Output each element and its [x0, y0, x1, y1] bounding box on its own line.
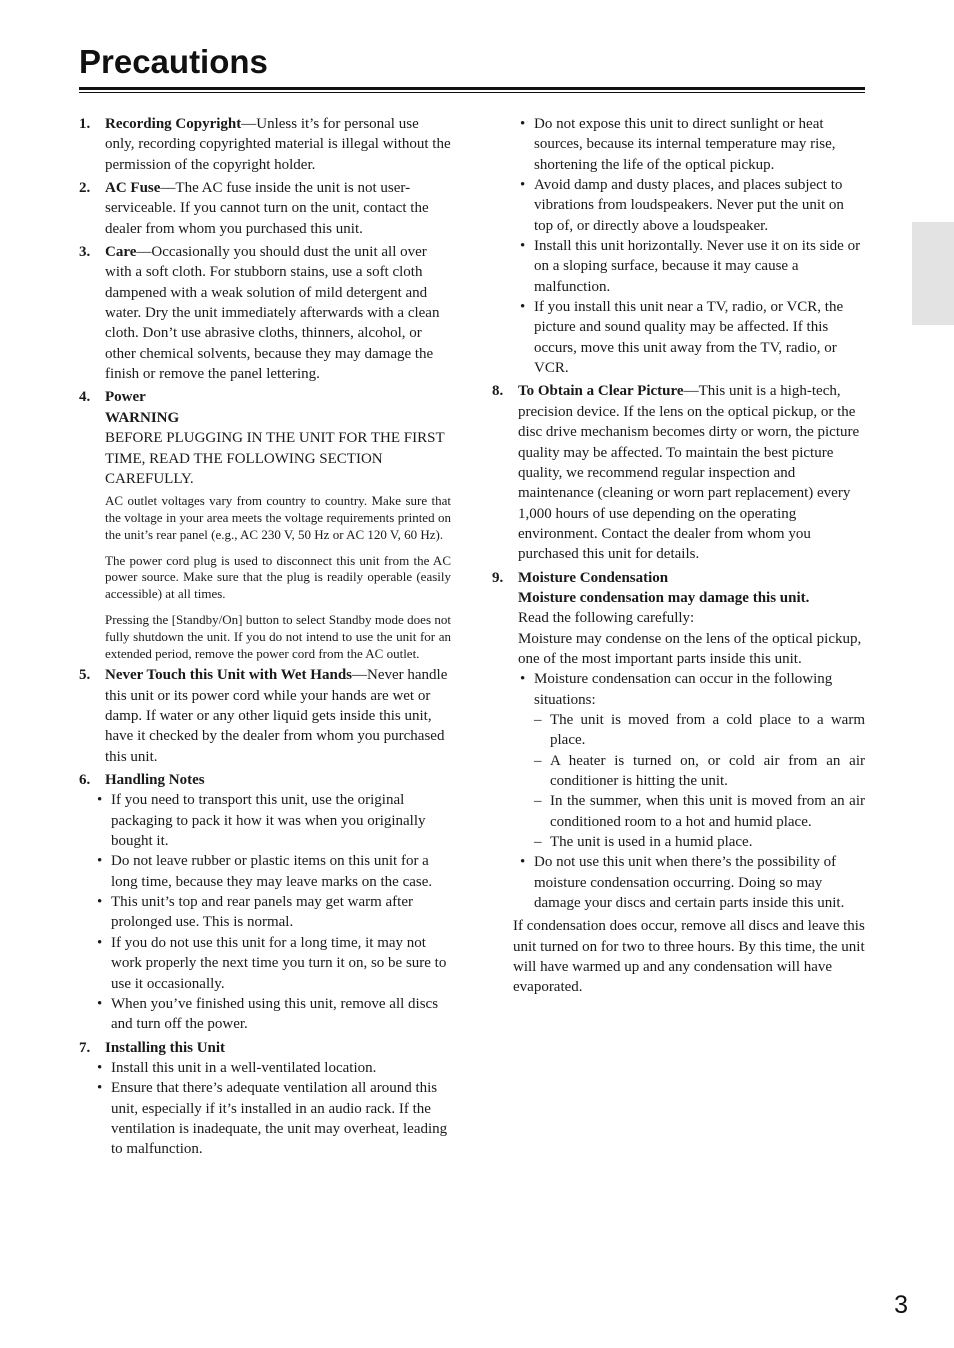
item-text: —Unless it’s for personal use only, recording copyrighted material is illegal without the permission of the copyright holder. [105, 116, 451, 173]
item-heading: To Obtain a Clear Picture [518, 383, 684, 400]
power-paragraph-standby: Pressing the [Standby/On] button to select Standby mode does not fully shutdown the unit. If you do not intend to use the unit for an extended period, remove the power cord from the AC outlet. [105, 611, 451, 661]
moisture-intro: Moisture may condense on the lens of the optical pickup, one of the most important parts inside this unit. [518, 630, 862, 667]
item-heading: Moisture Condensation [518, 569, 669, 586]
handling-bullet-list [95, 790, 451, 1034]
situation-dash-list [534, 710, 865, 852]
list-item: • If you do not use this unit for a long time, it may not work properly the next time you turn it on, so be sure to use it occasionally. [95, 933, 451, 994]
item-heading: Handling Notes [105, 772, 205, 789]
moisture-bullet-list [518, 669, 865, 913]
item-heading: Recording Copyright [105, 116, 242, 132]
warning-caps-text: BEFORE PLUGGING IN THE UNIT FOR THE FIRST TIME, READ THE FOLLOWING SECTION CAREFULLY. [105, 430, 445, 487]
item-text: —Occasionally you should dust the unit all over with a soft cloth. For stubborn stains, use a soft cloth dampened with a weak solution of mild detergent and water. Dry the unit immediately afterwards with a clean cloth. Don’t use abrasive cloths, thinners, alcohol, or other chemical solvents, because they may damage the finish or remove the panel lettering. [105, 244, 440, 383]
item-power: 4. Power WARNING BEFORE PLUGGING IN THE UNIT FOR THE FIRST TIME, READ THE FOLLOWING SECTION CAREFULLY. AC outlet voltages vary from country to country. Make sure that the voltage in your area meets the voltage requirements printed on the unit’s rear panel (e.g., AC 230 V, 50 Hz or AC 120 V, 60 Hz). The power cord plug is used to disconnect this unit from the AC power source. Make sure that the plug is readily operable (easily accessible) at all times. Pressing the [Standby/On] button to select Standby mode does not fully shutdown the unit. If you do not intend to use the unit for an extended period, remove the power cord from the AC outlet. [79, 389, 451, 661]
list-item: • When you’ve finished using this unit, remove all discs and turn off the power. [95, 994, 451, 1035]
installing-bullets-continued [492, 114, 865, 378]
item-ac-fuse: 2. AC Fuse—The AC fuse inside the unit is not user-serviceable. If you cannot turn on the unit, contact the dealer from whom you purchased this unit. [79, 180, 429, 237]
list-item: – The unit is used in a humid place. [534, 832, 865, 852]
title-rule-thin [79, 92, 865, 93]
list-item: • Do not expose this unit to direct sunlight or heat sources, because its internal temperature may rise, shortening the life of the optical pickup. [518, 114, 865, 175]
moisture-read-line: Read the following carefully: [518, 610, 695, 627]
list-item: – The unit is moved from a cold place to a warm place. [534, 710, 865, 751]
warning-label: WARNING [105, 409, 180, 426]
power-paragraph-plug: The power cord plug is used to disconnect this unit from the AC power source. Make sure that the plug is readily operable (easily accessible) at all times. [105, 552, 451, 602]
condensation-closing-paragraph: If condensation does occur, remove all discs and leave this unit turned on for two to three hours. By this time, the unit will have warmed up and any condensation will have evaporated. [513, 918, 865, 996]
installing-bullet-list [95, 1058, 451, 1160]
list-item: • If you install this unit near a TV, radio, or VCR, the picture and sound quality may be affected. If this occurs, move this unit away from the TV, radio, or VCR. [518, 297, 865, 378]
list-item: • Install this unit in a well-ventilated location. [95, 1058, 451, 1078]
item-recording-copyright: 1. Recording Copyright—Unless it’s for personal use only, recording copyrighted material is illegal without the permission of the copyright holder. [79, 116, 451, 173]
page-title: Precautions [79, 43, 268, 80]
item-heading: Installing this Unit [105, 1039, 226, 1056]
item-clear-picture: 8. To Obtain a Clear Picture—This unit is a high-tech, precision device. If the lens on the optical pickup, or the disc drive mechanism becomes dirty or worn, the picture quality may be affected. To maintain the best picture quality, we recommend regular inspection and maintenance (cleaning or worn part replacement) every 1,000 hours of use depending on the operating environment. Contact the dealer from whom you purchased this unit for details. [492, 383, 860, 563]
item-text: —This unit is a high-tech, precision device. If the lens on the optical pickup, or the disc drive mechanism becomes dirty or worn, the picture quality may be affected. To maintain the best picture quality, we recommend regular inspection and maintenance (cleaning or worn part replacement) every 1,000 hours of use depending on the operating environment. Contact the dealer from whom you purchased this unit for details. [518, 383, 860, 563]
item-heading: Never Touch this Unit with Wet Hands [105, 667, 352, 684]
list-item: • Do not use this unit when there’s the possibility of moisture condensation occurring. Doing so may damage your discs and certain parts inside this unit. [518, 852, 865, 913]
item-text: —Never handle this unit or its power cord while your hands are wet or damp. If water or any other liquid gets inside this unit, have it checked by the dealer from whom you purchased this unit. [105, 667, 448, 765]
item-heading: Care [105, 244, 137, 261]
section-side-tab [912, 222, 954, 325]
item-handling-notes: 6. Handling Notes • If you need to transport this unit, use the original packaging to pack it how it was when you originally bought it. • Do not leave rubber or plastic items on this unit for a long time, because they may leave marks on the case. • This unit’s top and rear panels may get warm after prolonged use. This is normal. • If you do not use this unit for a long time, it may not work properly the next time you turn it on, so be sure to use it occasionally. • When you’ve finished using this unit, remove all discs and turn off the power. [79, 770, 451, 1034]
left-column [79, 114, 451, 1163]
list-item: • Install this unit horizontally. Never use it on its side or on a sloping surface, because it may cause a malfunction. [518, 236, 865, 297]
item-care: 3. Care—Occasionally you should dust the unit all over with a soft cloth. For stubborn stains, use a soft cloth dampened with a weak solution of mild detergent and water. Dry the unit immediately afterwards with a clean cloth. Don’t use abrasive cloths, thinners, alcohol, or other chemical solvents, because they may damage the finish or remove the panel lettering. [79, 244, 440, 383]
right-column [492, 114, 865, 998]
list-item: • Ensure that there’s adequate ventilation all around this unit, especially if it’s installed in an audio rack. If the ventilation is inadequate, the unit may overheat, leading to malfunction. [95, 1078, 451, 1159]
list-item: • Do not leave rubber or plastic items on this unit for a long time, because they may leave marks on the case. [95, 851, 451, 892]
title-rule-thick [79, 87, 865, 90]
item-heading: Power [105, 389, 146, 406]
list-item: – In the summer, when this unit is moved from an air conditioned room to a hot and humid place. [534, 791, 865, 832]
item-moisture-condensation: 9. Moisture Condensation Moisture condensation may damage this unit. Read the following carefully: Moisture may condense on the lens of the optical pickup, one of the most important parts inside this unit. • Moisture condensation can occur in the following situations: – The unit is moved from a cold place to a warm place. – A heater is turned on, or cold air from an air conditioner is hitting the unit. – In the summer, when this unit is moved from an air conditioned room to a hot and humid place. – The unit is used in a humid place. • Do not use this unit when there’s the possibility of moisture condensation occurring. Doing so may damage your discs and certain parts inside this unit. [492, 568, 865, 914]
list-item: – A heater is turned on, or cold air from an air conditioner is hitting the unit. [534, 751, 865, 792]
item-heading: AC Fuse [105, 180, 161, 197]
list-item: • This unit’s top and rear panels may get warm after prolonged use. This is normal. [95, 892, 451, 933]
moisture-subheading: Moisture condensation may damage this unit. [518, 589, 810, 606]
item-wet-hands: 5. Never Touch this Unit with Wet Hands—Never handle this unit or its power cord while your hands are wet or damp. If water or any other liquid gets inside this unit, have it checked by the dealer from whom you purchased this unit. [79, 667, 448, 765]
item-installing: 7. Installing this Unit • Install this unit in a well-ventilated location. • Ensure that there’s adequate ventilation all around this unit, especially if it’s installed in an audio rack. If the ventilation is inadequate, the unit may overheat, leading to malfunction. [79, 1038, 451, 1160]
list-item: • If you need to transport this unit, use the original packaging to pack it how it was when you originally bought it. [95, 790, 451, 851]
power-paragraph-voltage: AC outlet voltages vary from country to country. Make sure that the voltage in your area meets the voltage requirements printed on the unit’s rear panel (e.g., AC 230 V, 50 Hz or AC 120 V, 60 Hz). [105, 493, 451, 542]
list-item: • Avoid damp and dusty places, and places subject to vibrations from loudspeakers. Never put the unit on top of, or directly above a loudspeaker. [518, 175, 865, 236]
list-item: Moisture condensation can occur in the following situations: [534, 671, 833, 708]
item-text: —The AC fuse inside the unit is not user-serviceable. If you cannot turn on the unit, contact the dealer from whom you purchased this unit. [105, 180, 429, 237]
page-number: 3 [894, 1291, 908, 1319]
